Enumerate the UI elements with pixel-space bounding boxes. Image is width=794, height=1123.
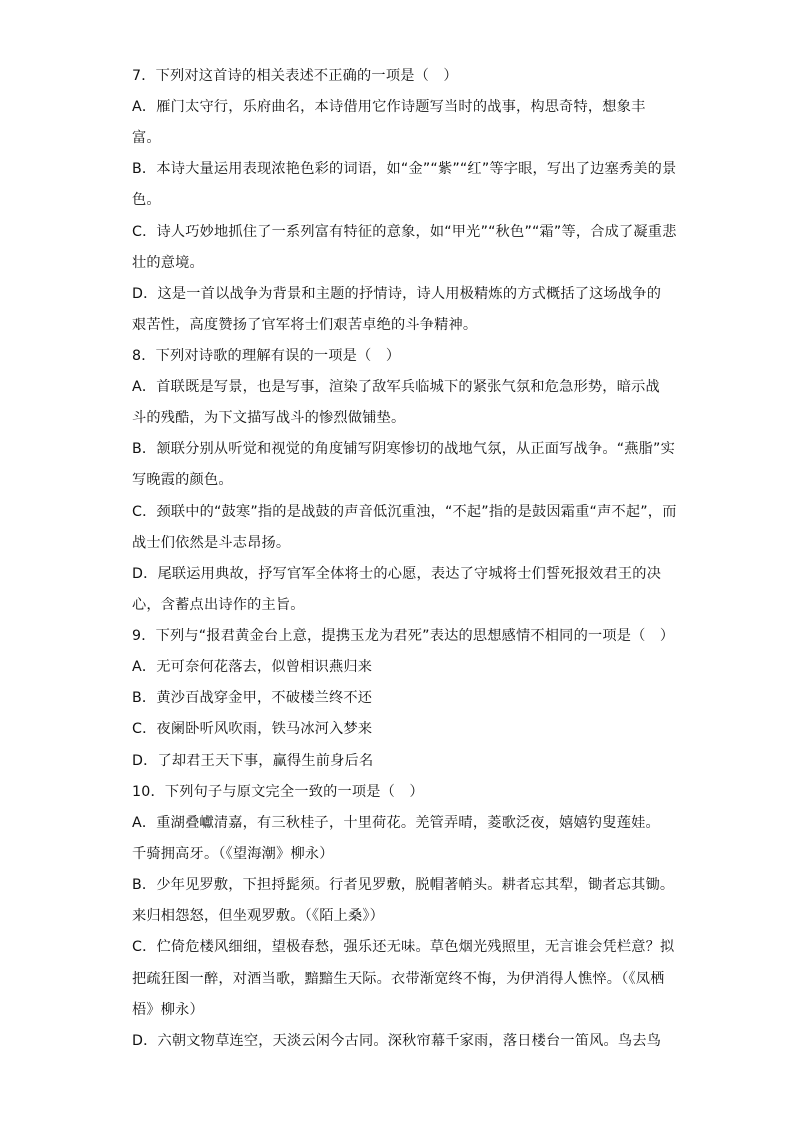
question-10-option-c-cont: 把疏狂图一醉，对酒当歌，黯黯生天际。衣带渐宽终不悔，为伊消得人憔悴。（《凤栖: [132, 971, 665, 987]
question-9-option-c: C．夜阑卧听风吹雨，铁马冰河入梦来: [132, 721, 373, 737]
question-7-option-b: B．本诗大量运用表现浓艳色彩的词语，如“金”“紫”“红”等字眼，写出了边塞秀美的景: [132, 161, 677, 177]
question-10-option-a-cont: 千骑拥高牙。（《望海潮》柳永）: [132, 846, 334, 862]
question-7-option-c-cont: 壮的意境。: [132, 255, 204, 271]
question-7-option-c: C．诗人巧妙地抓住了一系列富有特征的意象，如“甲光”“秋色”“霜”等，合成了凝重悲: [132, 224, 677, 240]
question-9-option-b: B．黄沙百战穿金甲，不破楼兰终不还: [132, 690, 373, 706]
question-8-option-c-cont: 战士们依然是斗志昂扬。: [132, 535, 291, 551]
question-9-option-d: D．了却君王天下事，赢得生前身后名: [132, 753, 374, 769]
question-7-option-d: D．这是一首以战争为背景和主题的抒情诗，诗人用极精炼的方式概括了这场战争的: [132, 286, 662, 302]
question-8-option-a: A．首联既是写景，也是写事，渲染了敌军兵临城下的紧张气氛和危急形势，暗示战: [132, 379, 660, 395]
question-7-option-a: A．雁门太守行，乐府曲名，本诗借用它作诗题写当时的战事，构思奇特，想象丰: [132, 99, 646, 115]
question-9-option-a: A．无可奈何花落去，似曾相识燕归来: [132, 659, 373, 675]
question-8-option-a-cont: 斗的残酷，为下文描写战斗的惨烈做铺垫。: [132, 410, 406, 426]
question-8-option-d-cont: 心，含蓄点出诗作的主旨。: [132, 597, 305, 613]
question-10-stem: 10．下列句子与原文完全一致的一项是（ ）: [132, 784, 424, 800]
question-9-stem: 9．下列与“报君黄金台上意，提携玉龙为君死”表达的思想感情不相同的一项是（ ）: [132, 628, 675, 644]
question-8-stem: 8．下列对诗歌的理解有误的一项是（ ）: [132, 348, 401, 364]
question-8-option-b: B．颔联分别从听觉和视觉的角度铺写阴寒惨切的战地气氛，从正面写战争。“燕脂”实: [132, 441, 675, 457]
question-7-stem: 7．下列对这首诗的相关表述不正确的一项是（ ）: [132, 68, 458, 84]
question-10-option-b-cont: 来归相怨怒，但坐观罗敷。（《陌上桑》）: [132, 908, 385, 924]
question-10-option-c: C．伫倚危楼风细细，望极春愁，强乐还无味。草色烟光残照里，无言谁会凭栏意？拟: [132, 939, 675, 955]
question-10-option-a: A．重湖叠巘清嘉，有三秋桂子，十里荷花。羌管弄晴，菱歌泛夜，嬉嬉钓叟莲娃。: [132, 815, 660, 831]
question-8-option-d: D．尾联运用典故，抒写官军全体将士的心愿，表达了守城将士们誓死报效君王的决: [132, 566, 662, 582]
question-7-option-b-cont: 色。: [132, 192, 161, 208]
question-8-option-c: C．颈联中的“鼓寒”指的是战鼓的声音低沉重浊，“不起”指的是鼓因霜重“声不起”，而: [132, 504, 677, 520]
question-10-option-d: D．六朝文物草连空，天淡云闲今古同。深秋帘幕千家雨，落日楼台一笛风。鸟去鸟: [132, 1033, 662, 1049]
question-8-option-b-cont: 写晚霞的颜色。: [132, 472, 233, 488]
question-7-option-d-cont: 艰苦性，高度赞扬了官军将士们艰苦卓绝的斗争精神。: [132, 317, 478, 333]
question-7-option-a-cont: 富。: [132, 130, 161, 146]
question-10-option-c-cont2: 梧》柳永）: [132, 1002, 204, 1018]
question-10-option-b: B．少年见罗敷，下担捋髭须。行者见罗敷，脱帽著帩头。耕者忘其犁，锄者忘其锄。: [132, 877, 675, 893]
